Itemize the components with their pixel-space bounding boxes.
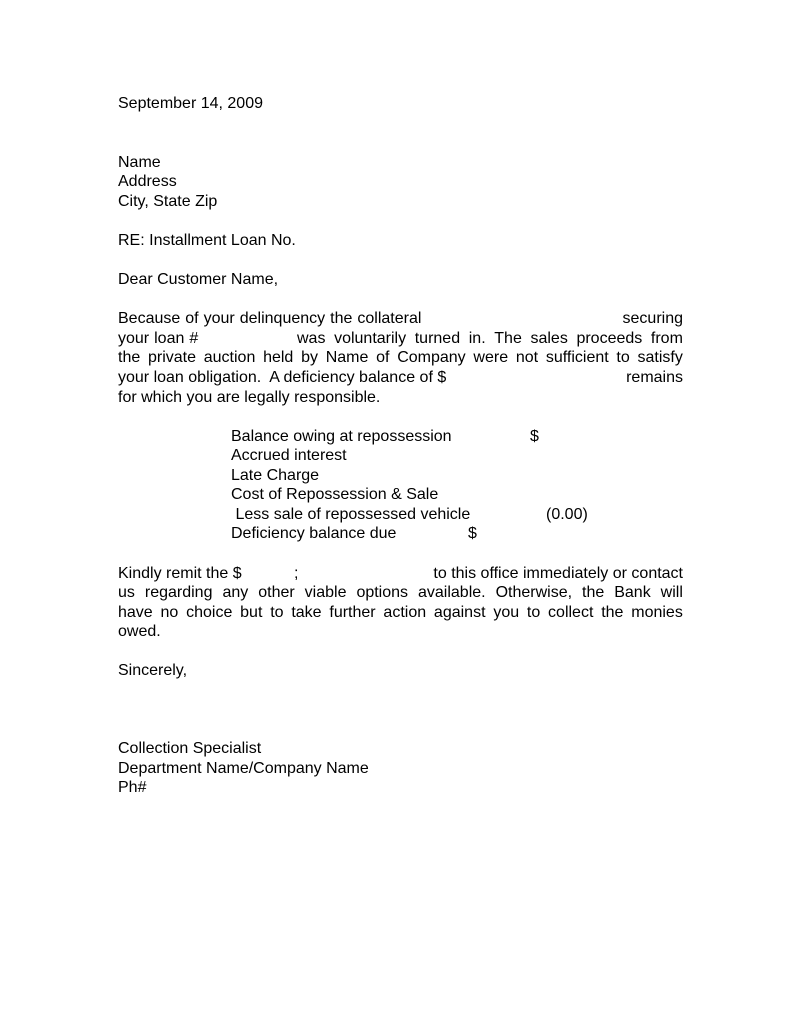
table-deficiency-dollar: $ [468,525,477,542]
paragraph1-line3 [118,348,683,368]
word: us [118,584,135,601]
paragraph1-line4 [118,368,683,388]
word: held [263,349,294,366]
table-balance-owing-dollar: $ [530,428,539,445]
paragraph1-line2 [118,329,683,349]
word: # [189,330,199,347]
signature-department: Department Name/Company Name [118,760,369,777]
table-cost-repossession: Cost of Repossession & Sale [231,486,439,503]
signature-title: Collection Specialist [118,740,262,757]
word: by [301,349,318,366]
table-deficiency-due: Deficiency balance due [231,525,397,542]
re-line: RE: Installment Loan No. [118,232,296,249]
remit-semicolon: ; [294,565,299,582]
word: voluntarily [334,330,407,347]
salutation: Dear Customer Name, [118,271,279,288]
word: available. [418,584,486,601]
word: loan [154,330,185,347]
table-late-charge: Late Charge [231,467,320,484]
word: collect [548,604,594,621]
word: no [160,604,179,621]
word: not [515,349,539,366]
word: Name [325,349,369,366]
word: private [147,349,197,366]
word: sales [530,330,568,347]
word: was [297,330,326,347]
remit-text: Kindly remit the $ [118,565,242,582]
letter-date: September 14, 2009 [118,95,263,112]
word: remains [626,369,683,386]
word: action [383,604,427,621]
word: Because [118,310,181,327]
recipient-address: Address [118,173,177,190]
word: regarding [144,584,213,601]
word: to [270,604,284,621]
word: monies [631,604,683,621]
word: the [582,584,605,601]
word: Otherwise, [495,584,573,601]
table-accrued-interest: Accrued interest [231,447,347,464]
word: choice [186,604,233,621]
word: sufficient [545,349,609,366]
word: securing [622,310,683,327]
paragraph1-line1-text [118,309,421,329]
table-less-sale-value: (0.00) [546,506,588,523]
word: against [433,604,486,621]
paragraph2-line3 [118,603,683,623]
word: collateral [357,310,422,327]
word: the [601,604,624,621]
word: will [660,584,683,601]
recipient-name: Name [118,154,161,171]
word: other [258,584,295,601]
word: your [118,330,150,347]
word: of [185,310,199,327]
deficiency-balance-text: your loan obligation. A deficiency balance of $ [118,369,447,386]
signature-phone: Ph# [118,779,147,796]
word: to [616,349,630,366]
word: you [493,604,520,621]
table-less-sale: Less sale of repossessed vehicle [231,506,471,523]
paragraph1-line5: for which you are legally responsible. [118,389,381,406]
word: in. [468,330,486,347]
word: turned [414,330,461,347]
word: have [118,604,153,621]
closing: Sincerely, [118,662,188,679]
paragraph2-line2 [118,583,683,603]
word: but [240,604,263,621]
paragraph1-line1 [118,309,683,329]
word: the [118,349,141,366]
word: satisfy [637,349,683,366]
remit-text-end: to this office immediately or contact [433,565,683,582]
word: to [526,604,541,621]
loan-number-label [118,329,218,349]
recipient-city-state-zip: City, State Zip [118,193,218,210]
word: The [494,330,522,347]
word: from [650,330,683,347]
word: any [222,584,249,601]
word: options [356,584,409,601]
word: the [330,310,353,327]
word: your [203,310,235,327]
word: auction [203,349,256,366]
paragraph2-line4: owed. [118,623,161,640]
word: proceeds [576,330,643,347]
word: of [376,349,390,366]
word: Company [397,349,466,366]
word: take [291,604,322,621]
word: Bank [614,584,651,601]
word: further [329,604,376,621]
paragraph1-line2-text [297,329,683,349]
table-balance-owing: Balance owing at repossession [231,428,452,445]
word: delinquency [239,310,326,327]
word: viable [304,584,347,601]
word: were [473,349,509,366]
